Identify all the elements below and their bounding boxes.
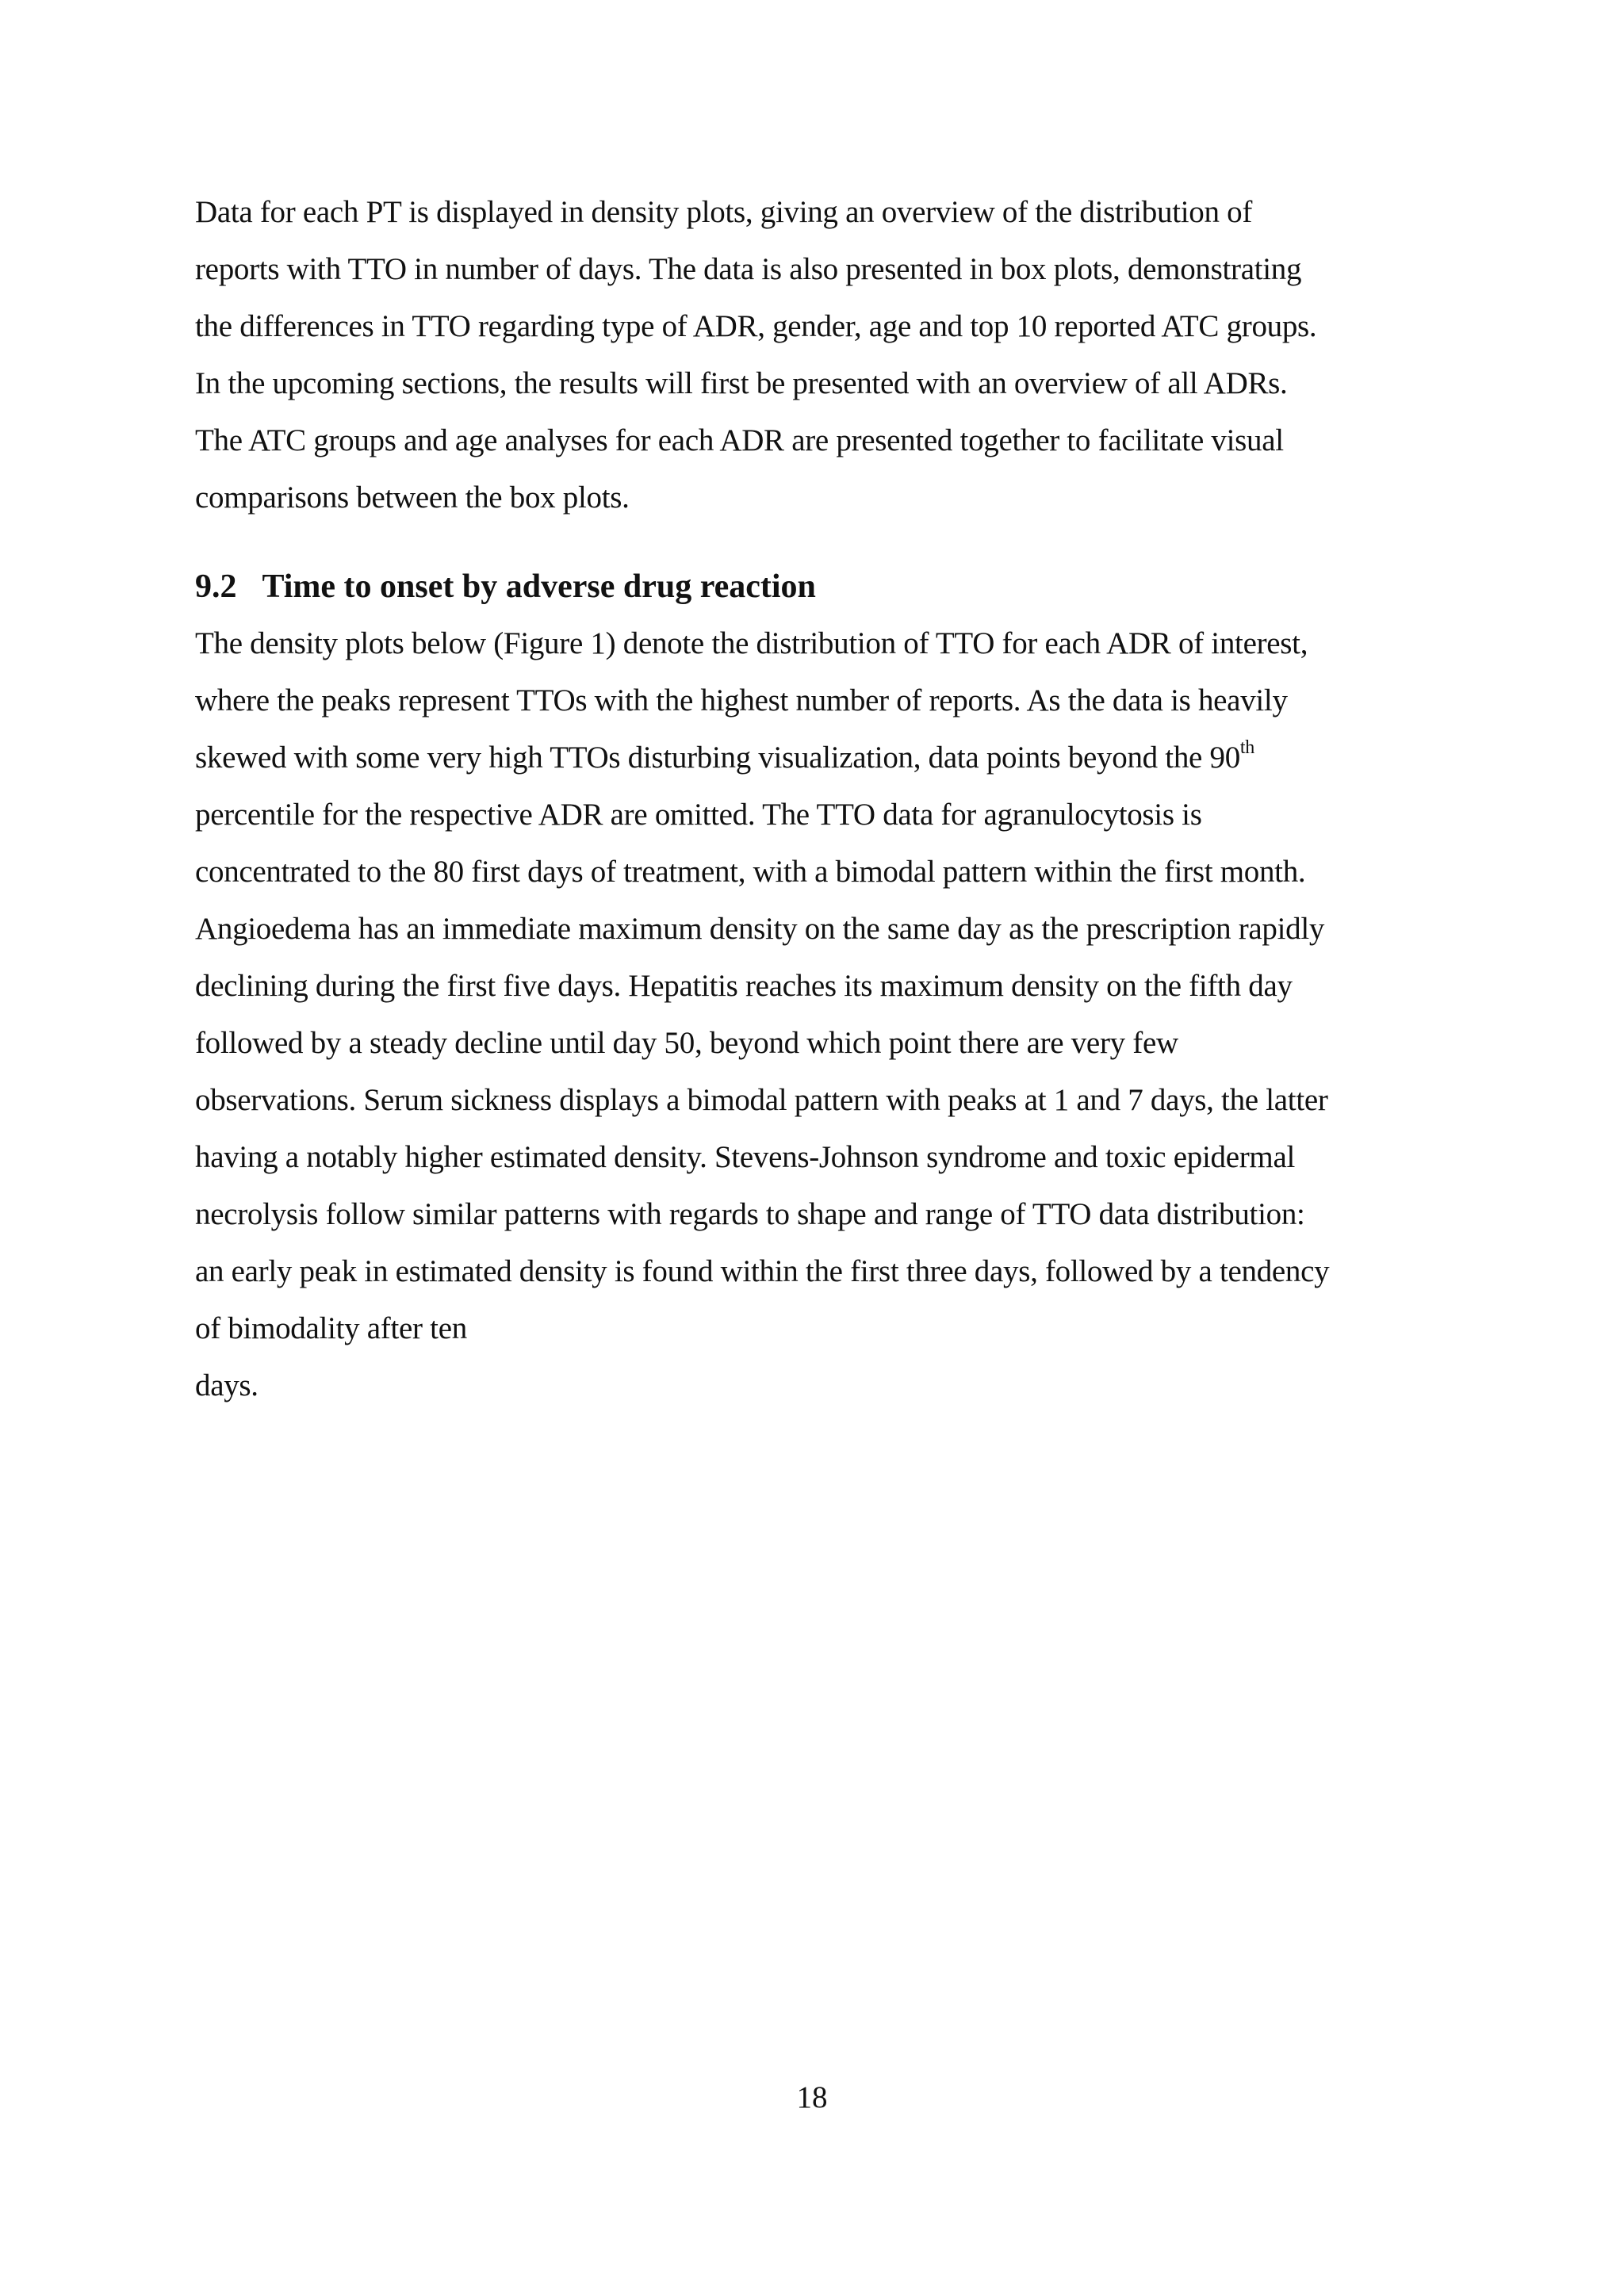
- section-title: Time to onset by adverse drug reaction: [262, 568, 816, 605]
- body-line-5: concentrated to the 80 first days of treatment, with a bimodal pattern within the first month.: [195, 855, 1306, 889]
- body-line-14: days.: [195, 1368, 259, 1402]
- body-line-8: followed by a steady decline until day 50, beyond which point there are very few: [195, 1026, 1178, 1060]
- section-heading: [195, 563, 816, 610]
- intro-line-5: The ATC groups and age analyses for each ADR are presented together to facilitate visual: [195, 423, 1284, 457]
- body-line-6: Angioedema has an immediate maximum density on the same day as the prescription rapidly: [195, 912, 1325, 946]
- body-line-9: observations. Serum sickness displays a bimodal pattern with peaks at 1 and 7 days, the latter: [195, 1083, 1328, 1117]
- intro-line-3: the differences in TTO regarding type of ADR, gender, age and top 10 reported ATC groups.: [195, 309, 1317, 343]
- intro-line-1: Data for each PT is displayed in density plots, giving an overview of the distribution of: [195, 195, 1253, 229]
- body-line-12: an early peak in estimated density is found within the first three days, followed by a tendency: [195, 1254, 1330, 1288]
- section-number: 9.2: [195, 568, 237, 605]
- body-line-13: of bimodality after ten: [195, 1311, 467, 1345]
- intro-paragraph: [195, 184, 1432, 526]
- intro-line-2: reports with TTO in number of days. The data is also presented in box plots, demonstrating: [195, 252, 1302, 286]
- body-line-1: The density plots below (Figure 1) denote the distribution of TTO for each ADR of interest,: [195, 626, 1308, 660]
- body-line-3: [195, 729, 1432, 786]
- body-line-4: percentile for the respective ADR are omitted. The TTO data for agranulocytosis is: [195, 798, 1202, 832]
- superscript-th: th: [1239, 737, 1254, 758]
- body-line-10: having a notably higher estimated density. Stevens-Johnson syndrome and toxic epidermal: [195, 1140, 1295, 1174]
- intro-line-6: comparisons between the box plots.: [195, 480, 630, 515]
- intro-line-4: In the upcoming sections, the results will first be presented with an overview of all ADRs.: [195, 366, 1288, 400]
- body-line-3-text: skewed with some very high TTOs disturbing visualization, data points beyond the 90: [195, 740, 1240, 775]
- body-line-2: where the peaks represent TTOs with the highest number of reports. As the data is heavily: [195, 683, 1288, 718]
- page-number: 18: [796, 2080, 828, 2114]
- body-line-7: declining during the first five days. Hepatitis reaches its maximum density on the fifth day: [195, 969, 1293, 1003]
- body-line-11: necrolysis follow similar patterns with regards to shape and range of TTO data distribution:: [195, 1197, 1305, 1231]
- body-paragraph: [195, 615, 1432, 1414]
